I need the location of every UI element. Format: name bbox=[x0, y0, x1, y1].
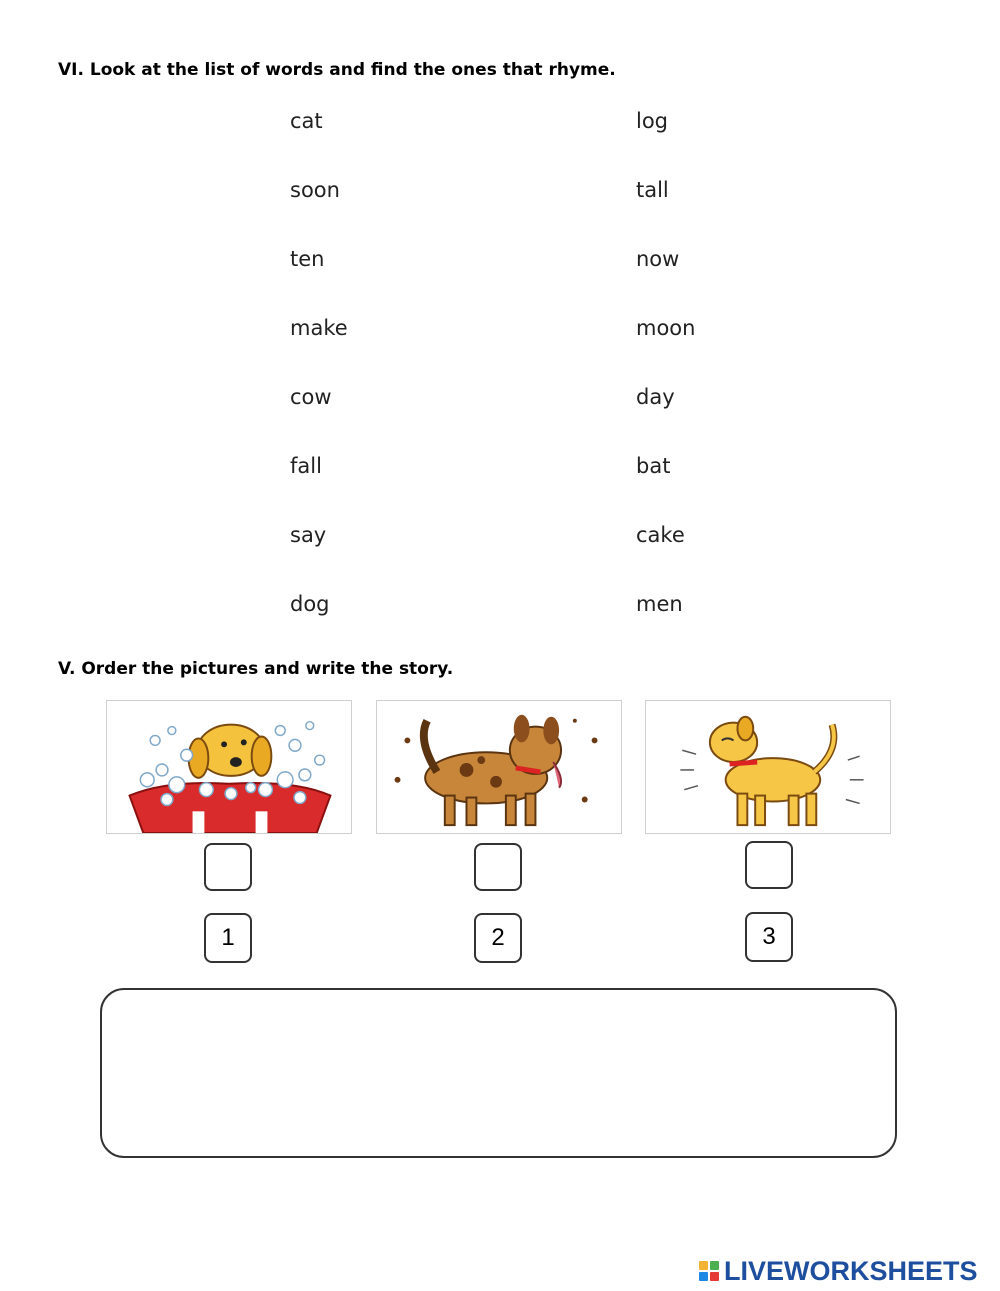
clean-dog-picture bbox=[645, 700, 891, 834]
word-right-4[interactable]: moon bbox=[636, 316, 696, 340]
word-right-8[interactable]: men bbox=[636, 592, 683, 616]
logo-text: LIVEWORKSHEETS bbox=[724, 1255, 978, 1286]
muddy-dog-picture bbox=[376, 700, 622, 834]
word-left-6[interactable]: fall bbox=[290, 454, 322, 478]
answer-box-3[interactable] bbox=[745, 841, 793, 889]
story-text-area[interactable] bbox=[100, 988, 897, 1158]
number-box-3[interactable]: 3 bbox=[745, 912, 793, 962]
word-left-8[interactable]: dog bbox=[290, 592, 330, 616]
number-box-2[interactable]: 2 bbox=[474, 913, 522, 963]
liveworksheets-logo bbox=[698, 1256, 978, 1286]
muddy-dog-illustration bbox=[377, 701, 621, 833]
word-right-1[interactable]: log bbox=[636, 109, 669, 133]
word-right-6[interactable]: bat bbox=[636, 454, 671, 478]
word-left-7[interactable]: say bbox=[290, 523, 327, 547]
word-left-3[interactable]: ten bbox=[290, 247, 325, 271]
dog-bath-picture bbox=[106, 700, 352, 834]
answer-box-2[interactable] bbox=[474, 843, 522, 891]
logo-blocks-icon bbox=[698, 1260, 720, 1282]
answer-box-1[interactable] bbox=[204, 843, 252, 891]
dog-bath-illustration bbox=[107, 701, 351, 833]
word-right-7[interactable]: cake bbox=[636, 523, 685, 547]
word-right-3[interactable]: now bbox=[636, 247, 680, 271]
clean-dog-illustration bbox=[646, 701, 890, 833]
number-box-1[interactable]: 1 bbox=[204, 913, 252, 963]
word-left-2[interactable]: soon bbox=[290, 178, 340, 202]
word-left-4[interactable]: make bbox=[290, 316, 348, 340]
word-right-5[interactable]: day bbox=[636, 385, 675, 409]
word-right-2[interactable]: tall bbox=[636, 178, 669, 202]
word-left-1[interactable]: cat bbox=[290, 109, 323, 133]
word-left-5[interactable]: cow bbox=[290, 385, 332, 409]
section-6-heading: VI. Look at the list of words and find the ones that rhyme. bbox=[58, 60, 616, 80]
section-5-heading: V. Order the pictures and write the story. bbox=[58, 659, 454, 679]
